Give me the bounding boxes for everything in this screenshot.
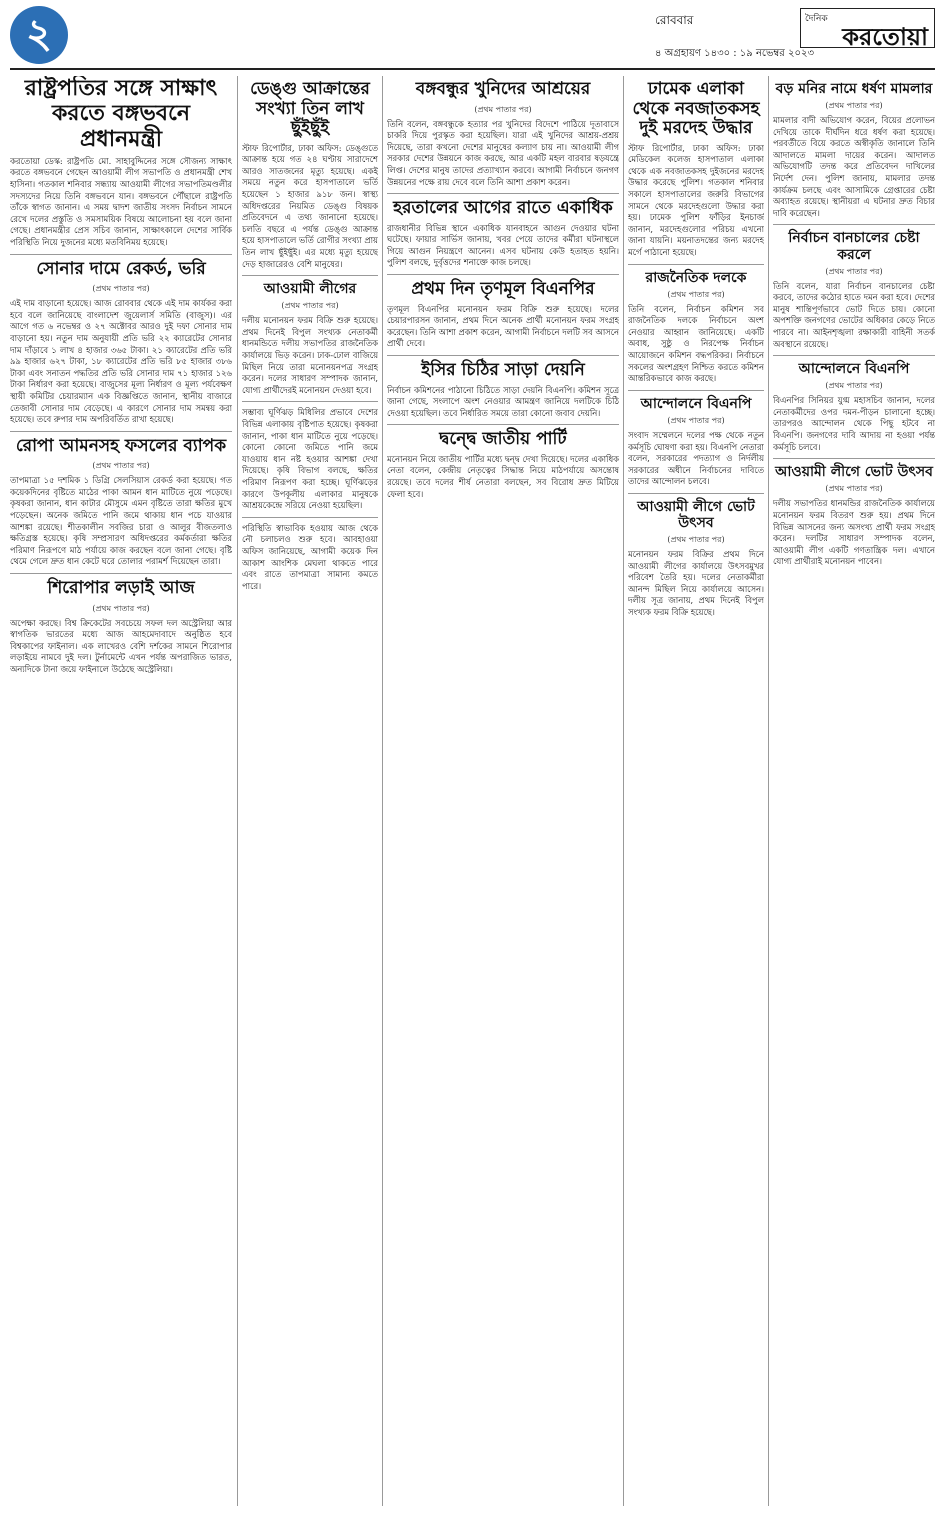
bnp-movement-headline-2: আন্দোলনে বিএনপি (798, 361, 910, 378)
divider (628, 390, 764, 391)
divider (10, 254, 232, 255)
column-rule (623, 76, 624, 1506)
crop-damage-body: তাপমাত্রা ১৫ দশমিক ১ ডিগ্রি সেলসিয়াস রেকর্ড করা হয়েছে। গত কয়েকদিনের বৃষ্টিতে মাঠের পাকা আমন ধান মাটিতে নুয়ে পড়েছে। কৃষকরা জানান, ধান কাটার মৌসুমে এমন বৃষ্টিতে তারা ক্ষতির মুখে পড়েছেন। অনেক জমিতে পানি জমে থাকায় ধান পচে যাওয়ার আশঙ্কা রয়েছে। শীতকালীন সবজির চারা ও আলুর বীজতলাও ক্ষতিগ্রস্ত হয়েছে। কৃষি সম্প্রসারণ অধিদপ্তরের কর্মকর্তারা ক্ষতির পরিমাণ নিরূপণে মাঠ পর্যায়ে কাজ করছেন বলে জানা গেছে। বৃষ্টি থেমে গেলে দ্রুত ধান কেটে ঘরে তোলার পরামর্শ দিয়েছেন তারা। (10, 475, 232, 567)
logo-small-text: দৈনিক (805, 14, 828, 24)
dmch-headline: ঢামেক এলাকা থেকে নবজাতকসহ দুই মরদেহ উদ্ধার (632, 79, 760, 139)
gold-price-headline: সোনার দামে রেকর্ড, ভরি (36, 258, 206, 279)
issue-day: রোববার (655, 13, 694, 27)
vote-festival-headline-2: আওয়ামী লীগে ভোট উৎসব (775, 464, 933, 481)
column-3 (387, 76, 619, 1506)
crop-damage-headline: রোপা আমনসহ ফসলের ব্যাপক (15, 435, 227, 456)
lead-article-body: করতোয়া ডেস্ক: রাষ্ট্রপতি মো. সাহাবুদ্দিনের সঙ্গে সৌজন্য সাক্ষাৎ করতে বঙ্গভবনে গেছেন আওয়ামী লীগ সভাপতি ও প্রধানমন্ত্রী শেখ হাসিনা। গতকাল শনিবার সন্ধ্যায় আওয়ামী লীগের সভাপতিমণ্ডলীর সদস্যদের নিয়ে তিনি বঙ্গভবনে যান। বঙ্গভবনে পৌঁছালে রাষ্ট্রপতি তাঁকে স্বাগত জানান। এ সময় দ্বাদশ জাতীয় সংসদ নির্বাচন সামনে রেখে দলের প্রস্তুতি ও সমসাময়িক বিষয়ে আলোচনা হয় বলে জানা গেছে। প্রধানমন্ত্রীর প্রেস সচিব জানান, সাক্ষাৎকালে দেশের সার্বিক পরিস্থিতি নিয়ে দুজনের মধ্যে মতবিনিময় হয়েছে। (10, 155, 232, 248)
divider (773, 355, 935, 356)
newspaper-logo (800, 8, 935, 51)
election-disruption-body: তিনি বলেন, যারা নির্বাচন বানচালের চেষ্টা করবে, তাদের কঠোর হাতে দমন করা হবে। দেশের মানুষ শান্তিপূর্ণভাবে ভোট দিতে চায়। কোনো অপশক্তি জনগণের ভোটের অধিকার কেড়ে নিতে পারবে না। আইনশৃঙ্খলা রক্ষাকারী বাহিনী সতর্ক অবস্থানে রয়েছে। (773, 280, 935, 349)
dmch-body: স্টাফ রিপোর্টার, ঢাকা অফিস: ঢাকা মেডিকেল কলেজ হাসপাতাল এলাকা থেকে এক নবজাতকসহ দুইজনের মরদেহ উদ্ধার করেছে পুলিশ। গতকাল শনিবার সকালে হাসপাতালের জরুরি বিভাগের সামনে থেকে মরদেহগুলো উদ্ধার করা হয়। ঢামেক পুলিশ ফাঁড়ির ইনচার্জ জানান, মরদেহগুলোর পরিচয় এখনো জানা যায়নি। ময়নাতদন্তের জন্য মরদেহ মর্গে পাঠানো হয়েছে। (628, 142, 764, 257)
divider (10, 431, 232, 432)
bangabandhu-body: তিনি বলেন, বঙ্গবন্ধুকে হত্যার পর খুনিদের বিদেশে পাঠিয়ে দূতাবাসে চাকরি দিয়ে পুরস্কৃত করা হয়েছিল। যারা এই খুনিদের আশ্রয়-প্রশ্রয় দিয়েছে, তারা কখনো দেশের মানুষের কল্যাণ চায় না। আওয়ামী লীগ সরকার দেশের উন্নয়নে কাজ করছে, আর একটি মহল বারবার ষড়যন্ত্রে লিপ্ত। দেশের মানুষ তাদের প্রত্যাখ্যান করবে। আগামী নির্বাচনে জনগণ উন্নয়নের পক্ষে রায় দেবে বলে তিনি আশা প্রকাশ করেন। (387, 118, 619, 187)
bnp-movement-body: সংবাদ সম্মেলনে দলের পক্ষ থেকে নতুন কর্মসূচি ঘোষণা করা হয়। বিএনপি নেতারা বলেন, সরকারের পদত্যাগ ও নির্দলীয় সরকারের অধীনে নির্বাচনের দাবিতে তাদের আন্দোলন চলবে। (628, 429, 764, 487)
weather-body-2: পরিস্থিতি স্বাভাবিক হওয়ায় আজ থেকে নৌ চলাচলও শুরু হবে। আবহাওয়া অফিস জানিয়েছে, আগামী কয়েক দিন আকাশ আংশিক মেঘলা থাকতে পারে এবং রাতে তাপমাত্রা সামান্য কমতে পারে। (242, 522, 378, 591)
continued-note: (প্রথম পাতার পর) (825, 381, 883, 391)
continued-note: (প্রথম পাতার পর) (825, 266, 883, 276)
ec-letter-headline: ইসির চিঠির সাড়া দেয়নি (421, 359, 585, 380)
jatiya-party-body: মনোনয়ন নিয়ে জাতীয় পার্টির মধ্যে দ্বন্দ্ব দেখা দিয়েছে। দলের একাধিক নেতা বলেন, কেন্দ্রীয় নেতৃত্বের সিদ্ধান্ত নিয়ে মাঠপর্যায়ে অসন্তোষ রয়েছে। তবে দলের শীর্ষ নেতারা বলছেন, সব বিরোধ দ্রুত মিটিয়ে ফেলা হবে। (387, 453, 619, 499)
lead-headline: রাষ্ট্রপতির সঙ্গে সাক্ষাৎ করতে বঙ্গভবনে প্রধানমন্ত্রী (24, 76, 218, 152)
divider (628, 493, 764, 494)
continued-note: (প্রথম পাতার পর) (474, 104, 532, 114)
divider (387, 355, 619, 356)
divider (387, 274, 619, 275)
continued-note: (প্রথম পাতার পর) (281, 301, 339, 311)
hartal-body: রাজধানীর বিভিন্ন স্থানে একাধিক যানবাহনে আগুন দেওয়ার ঘটনা ঘটেছে। ফায়ার সার্ভিস জানায়, খবর পেয়ে তাদের কর্মীরা ঘটনাস্থলে গিয়ে আগুন নিয়ন্ত্রণে আনেন। এসব ঘটনায় কেউ হতাহত হয়নি। পুলিশ বলছে, দুর্বৃত্তদের শনাক্তে কাজ চলছে। (387, 222, 619, 268)
continued-note: (প্রথম পাতার পর) (825, 101, 883, 111)
divider (10, 573, 232, 574)
divider (242, 275, 378, 276)
divider (628, 264, 764, 265)
vote-festival-headline: আওয়ামী লীগে ভোট উৎসব (637, 498, 755, 531)
divider (773, 224, 935, 225)
header-rule (10, 68, 935, 70)
divider (242, 401, 378, 402)
bnp-movement-body-2: বিএনপির সিনিয়র যুগ্ম মহাসচিব জানান, দলের নেতাকর্মীদের ওপর দমন-পীড়ন চালানো হচ্ছে। তারপরও আন্দোলন থেকে পিছু হটবে না বিএনপি। জনগণের দাবি আদায় না হওয়া পর্যন্ত কর্মসূচি চলবে। (773, 395, 935, 452)
continued-note: (প্রথম পাতার পর) (667, 289, 725, 299)
column-2 (242, 76, 378, 1506)
gold-price-body: এই দাম বাড়ানো হয়েছে। আজ রোববার থেকে এই দাম কার্যকর করা হবে বলে জানিয়েছে বাংলাদেশ জুয়েলার্স সমিতি (বাজুস)। এর আগে গত ৬ নভেম্বর ও ২৭ অক্টোবর আরও দুই দফা সোনার দাম বাড়ানো হয়। নতুন দাম অনুযায়ী প্রতি ভরি ২২ ক্যারেটের সোনার দাম দাঁড়াবে ১ লাখ ৪ হাজার ৩৬৫ টাকা। ২১ ক্যারেটের প্রতি ভরি ৯৯ হাজার ৬২৭ টাকা, ১৮ ক্যারেটের প্রতি ভরি ৮৫ হাজার ৩৮৬ টাকা এবং সনাতন পদ্ধতির প্রতি ভরি সোনার দাম ৭১ হাজার ১২৬ টাকা নির্ধারণ করা হয়েছে। বাজুসের মূল্য নির্ধারণ ও মূল্য পর্যবেক্ষণ স্থায়ী কমিটির চেয়ারম্যান এক বিজ্ঞপ্তিতে জানান, স্থানীয় বাজারে তেজাবী সোনার দাম বেড়েছে। এ কারণে সোনার দাম সমন্বয় করা হয়েছে। তবে রুপার দাম অপরিবর্তিত রাখা হয়েছে। (10, 298, 232, 425)
dengue-headline: ডেঙ্গু আক্রান্তের সংখ্যা তিন লাখ ছুঁইছুঁই (250, 79, 370, 139)
awami-league-body: দলীয় মনোনয়ন ফরম বিক্রি শুরু হয়েছে। প্রথম দিনেই বিপুল সংখ্যক নেতাকর্মী ধানমন্ডিতে দলীয় সভাপতির রাজনৈতিক কার্যালয়ে ভিড় করেন। ঢাক-ঢোল বাজিয়ে মিছিল নিয়ে তারা মনোনয়নপত্র সংগ্রহ করেন। দলের সাধারণ সম্পাদক জানান, যোগ্য প্রার্থীদেরই মনোনয়ন দেওয়া হবে। (242, 315, 378, 395)
column-1 (10, 76, 232, 1506)
election-disruption-headline: নির্বাচন বানচালের চেষ্টা করলে (788, 230, 920, 263)
continued-note: (প্রথম পাতার পর) (825, 484, 883, 494)
column-4 (628, 76, 764, 1506)
ec-letter-body: নির্বাচন কমিশনের পাঠানো চিঠিতে সাড়া দেয়নি বিএনপি। কমিশন সূত্রে জানা গেছে, সংলাপে অংশ নেওয়ার আমন্ত্রণ জানিয়ে দলটিকে চিঠি দেওয়া হয়েছিল। তবে নির্ধারিত সময়ে তারা কোনো জবাব দেয়নি। (387, 384, 619, 418)
page-number: ২ (10, 6, 68, 64)
divider (387, 193, 619, 194)
jatiya-party-headline: দ্বন্দ্বে জাতীয় পার্টি (439, 429, 567, 450)
dengue-body: স্টাফ রিপোর্টার, ঢাকা অফিস: ডেঙ্গুতে আক্রান্ত হয়ে গত ২৪ ঘণ্টায় সারাদেশে আরও সাতজনের মৃত্যু হয়েছে। একই সময়ে নতুন করে হাসপাতালে ভর্তি হয়েছেন ১ হাজার ৯১৮ জন। স্বাস্থ্য অধিদপ্তরের নিয়মিত ডেঙ্গু বিষয়ক প্রতিবেদনে এ তথ্য জানানো হয়েছে। চলতি বছরে এ পর্যন্ত ডেঙ্গু আক্রান্ত হয়ে হাসপাতালে ভর্তি রোগীর সংখ্যা প্রায় তিন লাখ ছুঁইছুঁই। এর মধ্যে মৃত্যু হয়েছে দেড় হাজারেরও বেশি মানুষের। (242, 142, 378, 269)
bnp-movement-headline: আন্দোলনে বিএনপি (640, 395, 752, 412)
trinamool-headline: প্রথম দিন তৃণমূল বিএনপির (411, 279, 595, 300)
divider (773, 458, 935, 459)
divider (242, 517, 378, 518)
political-party-body: তিনি বলেন, নির্বাচন কমিশন সব রাজনৈতিক দলকে নির্বাচনে অংশ নেওয়ার আহ্বান জানিয়েছে। একটি অবাধ, সুষ্ঠু ও নিরপেক্ষ নির্বাচন আয়োজনে কমিশন বদ্ধপরিকর। নির্বাচনে সকলের অংশগ্রহণ নিশ্চিত করতে কমিশন আন্তরিকভাবে কাজ করছে। (628, 303, 764, 384)
column-rule (768, 76, 769, 1506)
final-match-body: অপেক্ষা করছে। বিশ্ব ক্রিকেটের সবচেয়ে সফল দল অস্ট্রেলিয়া আর স্বাগতিক ভারতের মধ্যে আজ আহমেদাবাদে অনুষ্ঠিত হবে বিশ্বকাপের ফাইনাল। এক লাখেরও বেশি দর্শকের সামনে শিরোপার লড়াইয়ে নামবে দুই দল। টুর্নামেন্টে এখন পর্যন্ত অপরাজিত ভারত, অন্যদিকে টানা জয়ে ফাইনালে উঠেছে অস্ট্রেলিয়া। (10, 617, 232, 674)
masthead (655, 8, 935, 60)
bangabandhu-headline: বঙ্গবন্ধুর খুনিদের আশ্রয়ের (415, 79, 591, 99)
hartal-headline: হরতালের আগের রাতে একাধিক (393, 198, 613, 219)
continued-note: (প্রথম পাতার পর) (92, 284, 150, 294)
political-party-headline: রাজনৈতিক দলকে (645, 269, 747, 286)
column-5 (773, 76, 935, 1506)
column-rule (237, 76, 238, 1506)
continued-note: (প্রথম পাতার পর) (667, 535, 725, 545)
awami-league-headline: আওয়ামী লীগের (263, 281, 357, 298)
rape-case-body: মামলার বাদী অভিযোগ করেন, বিয়ের প্রলোভন দেখিয়ে তাকে দীর্ঘদিন ধরে ধর্ষণ করা হয়েছে। পরবর্তীতে বিয়ে করতে অস্বীকৃতি জানালে তিনি আদালতে মামলা দায়ের করেন। আদালত অভিযোগটি তদন্ত করে প্রতিবেদন দাখিলের নির্দেশ দেন। পুলিশ জানায়, মামলার তদন্ত কার্যক্রম চলছে এবং আসামিকে গ্রেপ্তারের চেষ্টা অব্যাহত রয়েছে। স্থানীয়রা এ ঘটনার দ্রুত বিচার দাবি করেছেন। (773, 115, 935, 218)
trinamool-body: তৃণমূল বিএনপির মনোনয়ন ফরম বিক্রি শুরু হয়েছে। দলের চেয়ারপারসন জানান, প্রথম দিনে অনেক প্রার্থী মনোনয়ন ফরম সংগ্রহ করেছেন। তিনি আশা প্রকাশ করেন, আগামী নির্বাচনে দলটি সব আসনে প্রার্থী দেবে। (387, 303, 619, 349)
column-rule (382, 76, 383, 1506)
continued-note: (প্রথম পাতার পর) (92, 603, 150, 613)
continued-note: (প্রথম পাতার পর) (92, 461, 150, 471)
vote-festival-body-2: দলীয় সভাপতির ধানমন্ডির রাজনৈতিক কার্যালয়ে মনোনয়ন ফরম বিতরণ শুরু হয়। প্রথম দিনে বিভিন্ন আসনের জন্য অসংখ্য প্রার্থী ফরম সংগ্রহ করেন। দলটির সাধারণ সম্পাদক বলেন, আওয়ামী লীগ একটি গণতান্ত্রিক দল। এখানে যোগ্য প্রার্থীরাই মনোনয়ন পাবেন। (773, 498, 935, 567)
logo-text: করতোয়া (842, 23, 928, 51)
continued-note: (প্রথম পাতার পর) (667, 415, 725, 425)
issue-date: ৪ অগ্রহায়ণ ১৪৩০ : ১৯ নভেম্বর ২০২৩ (655, 48, 814, 59)
final-match-headline: শিরোপার লড়াই আজ (47, 578, 195, 599)
divider (387, 424, 619, 425)
weather-body: সম্ভাব্য ঘূর্ণিঝড় মিধিলির প্রভাবে দেশের বিভিন্ন এলাকায় বৃষ্টিপাত হয়েছে। কৃষকরা জানান, পাকা ধান মাটিতে নুয়ে পড়েছে। কোনো কোনো জমিতে পানি জমে যাওয়ায় ধান নষ্ট হওয়ার আশঙ্কা দেখা দিয়েছে। কৃষি বিভাগ বলছে, ক্ষতির পরিমাণ নিরূপণ করা হচ্ছে। ঘূর্ণিঝড়ের কারণে উপকূলীয় এলাকার মানুষকে আশ্রয়কেন্দ্রে সরিয়ে নেওয়া হয়েছিল। (242, 407, 378, 511)
vote-festival-body: মনোনয়ন ফরম বিক্রির প্রথম দিনে আওয়ামী লীগের কার্যালয়ে উৎসবমুখর পরিবেশ তৈরি হয়। দলের নেতাকর্মীরা আনন্দ মিছিল নিয়ে কার্যালয়ে আসেন। দলীয় সূত্র জানায়, প্রথম দিনেই বিপুল সংখ্যক ফরম বিক্রি হয়েছে। (628, 549, 764, 618)
rape-case-headline: বড় মনির নামে ধর্ষণ মামলার (775, 81, 933, 97)
